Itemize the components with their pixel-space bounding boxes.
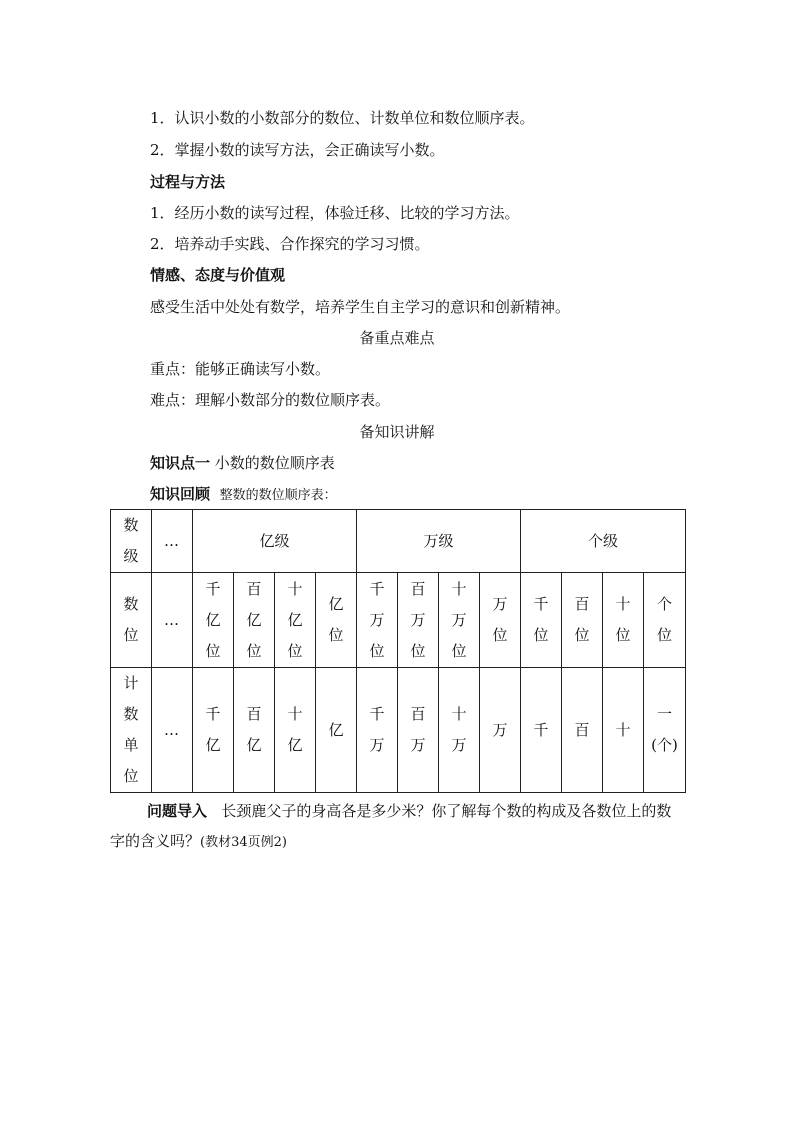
process-goal-1: 1．经历小数的读写过程，体验迁移、比较的学习方法。 <box>150 204 520 222</box>
difficult-point-label: 难点： <box>150 391 196 409</box>
row-header-place <box>111 573 152 668</box>
ellipsis-cell <box>152 573 193 668</box>
process-goal-2: 2．培养动手实践、合作探究的学习习惯。 <box>150 235 430 253</box>
emotion-heading: 情感、态度与价值观 <box>150 266 286 284</box>
unit-text: 万 <box>492 720 508 739</box>
unit-text: 千 <box>533 720 549 739</box>
knowledge-point-label: 知识点一 <box>150 454 211 472</box>
place-cell <box>357 573 398 668</box>
knowledge-heading: 备知识讲解 <box>359 423 435 441</box>
unit-text: 十亿 <box>287 705 303 754</box>
key-point <box>150 359 330 379</box>
class-cell-wan <box>357 510 521 573</box>
ellipsis-text: … <box>164 611 180 629</box>
place-cell <box>316 573 357 668</box>
place-cell <box>193 573 234 668</box>
unit-cell <box>398 668 439 793</box>
review-text: 整数的数位顺序表： <box>219 488 337 503</box>
row-header-class-text: 数级 <box>123 516 139 565</box>
class-cell-ge <box>521 510 686 573</box>
class-row <box>111 510 686 573</box>
class-ge-text: 个级 <box>588 532 619 550</box>
unit-cell <box>644 668 686 793</box>
unit-cell <box>357 668 398 793</box>
place-text: 百亿位 <box>246 579 262 660</box>
row-header-place-text: 数位 <box>123 595 139 644</box>
knowledge-point-text: 小数的数位顺序表 <box>214 454 335 472</box>
unit-text: 千亿 <box>205 705 221 754</box>
place-text: 百万位 <box>410 579 426 660</box>
place-text: 千亿位 <box>205 579 221 660</box>
place-cell <box>644 573 686 668</box>
integer-place-value-table <box>110 509 686 793</box>
place-cell <box>562 573 603 668</box>
row-header-class <box>111 510 152 573</box>
unit-cell <box>193 668 234 793</box>
process-heading: 过程与方法 <box>150 173 226 191</box>
unit-cell <box>316 668 357 793</box>
problem-intro <box>110 796 685 858</box>
key-point-text: 能够正确读写小数。 <box>195 360 331 378</box>
unit-text: 亿 <box>328 720 344 739</box>
place-text: 千万位 <box>369 579 385 660</box>
class-yi-text: 亿级 <box>259 532 290 550</box>
place-text: 十万位 <box>451 579 467 660</box>
unit-text: 千万 <box>369 705 385 754</box>
place-cell <box>603 573 644 668</box>
review-label: 知识回顾 <box>150 485 211 503</box>
problem-text: 长颈鹿父子的身高各是多少米？你了解每个数的构成及各数位上的数字的含义吗？ <box>110 802 672 850</box>
unit-text: 十 <box>615 720 631 739</box>
class-wan-text: 万级 <box>423 532 454 550</box>
unit-cell <box>603 668 644 793</box>
problem-source: (教材34页例2) <box>200 835 287 850</box>
knowledge-goal-2: 2．掌握小数的读写方法，会正确读写小数。 <box>150 141 445 159</box>
unit-text: 百亿 <box>246 705 262 754</box>
unit-cell <box>521 668 562 793</box>
place-text: 万位 <box>492 595 508 644</box>
row-header-unit <box>111 668 152 793</box>
unit-cell <box>439 668 480 793</box>
emotion-text: 感受生活中处处有数学，培养学生自主学习的意识和创新精神。 <box>150 298 571 316</box>
place-cell <box>275 573 316 668</box>
place-cell <box>398 573 439 668</box>
ellipsis-text: … <box>164 532 180 550</box>
place-cell <box>439 573 480 668</box>
unit-text: 百 <box>574 720 590 739</box>
review-line <box>150 484 337 506</box>
unit-cell <box>275 668 316 793</box>
class-cell-yi <box>193 510 357 573</box>
place-text: 千位 <box>533 595 549 644</box>
row-header-unit-text: 计数单位 <box>123 674 139 785</box>
difficult-point <box>150 390 390 410</box>
unit-text: 一(个) <box>651 705 678 754</box>
unit-cell <box>562 668 603 793</box>
place-row <box>111 573 686 668</box>
knowledge-point-title <box>150 453 335 473</box>
key-points-heading: 备重点难点 <box>359 329 435 347</box>
unit-row <box>111 668 686 793</box>
place-cell <box>521 573 562 668</box>
place-text: 亿位 <box>328 595 344 644</box>
key-point-label: 重点： <box>150 360 196 378</box>
place-text: 百位 <box>574 595 590 644</box>
problem-label: 问题导入 <box>147 802 208 820</box>
place-cell <box>480 573 521 668</box>
ellipsis-text: … <box>164 721 180 739</box>
knowledge-goal-1: 1．认识小数的小数部分的数位、计数单位和数位顺序表。 <box>150 109 535 127</box>
unit-text: 百万 <box>410 705 426 754</box>
difficult-point-text: 理解小数部分的数位顺序表。 <box>195 391 391 409</box>
place-text: 个位 <box>657 595 673 644</box>
place-cell <box>234 573 275 668</box>
unit-cell <box>480 668 521 793</box>
place-text: 十亿位 <box>287 579 303 660</box>
place-text: 十位 <box>615 595 631 644</box>
ellipsis-cell <box>152 668 193 793</box>
ellipsis-cell <box>152 510 193 573</box>
unit-text: 十万 <box>451 705 467 754</box>
unit-cell <box>234 668 275 793</box>
